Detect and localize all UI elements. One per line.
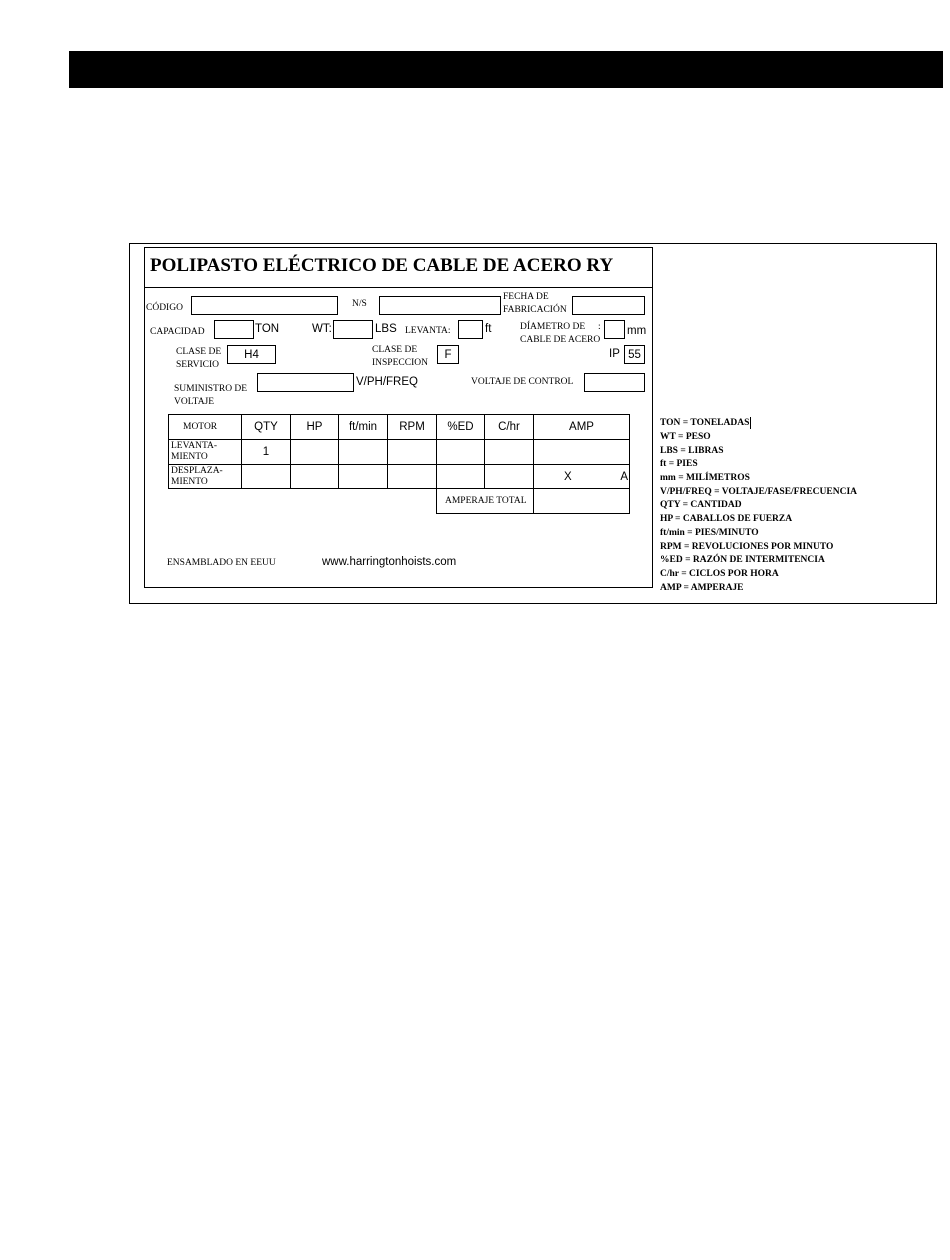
- legend-item: ft/min = PIES/MINUTO: [660, 527, 759, 538]
- codigo-field: [191, 296, 338, 315]
- levanta-field: [458, 320, 483, 339]
- header-bar: [69, 51, 943, 88]
- table-cell: [534, 440, 630, 465]
- diametro-label-2: CABLE DE ACERO: [520, 335, 601, 345]
- clase-servicio-field: H4: [227, 345, 276, 364]
- clase-servicio-label-2: SERVICIO: [176, 360, 220, 370]
- legend-item: mm = MILÍMETROS: [660, 473, 750, 483]
- legend-item: LBS = LIBRAS: [660, 445, 724, 456]
- table-header-row: [169, 415, 630, 440]
- row-desplazamiento-label: [169, 465, 242, 489]
- codigo-label: CÓDIGO: [146, 303, 183, 313]
- legend-item: V/PH/FREQ = VOLTAJE/FASE/FRECUENCIA: [660, 486, 858, 497]
- table-cell: [437, 440, 485, 465]
- motor-table: [168, 414, 630, 514]
- legend-item: TON = TONELADAS: [660, 418, 750, 429]
- ns-field: [379, 296, 501, 315]
- ft-unit: ft: [485, 323, 492, 335]
- header-motor: MOTOR: [169, 415, 242, 440]
- lbs-unit: LBS: [375, 323, 397, 335]
- table-cell: [291, 440, 339, 465]
- diametro-separator: :: [598, 322, 601, 332]
- table-total-row: [169, 489, 630, 514]
- table-cell: [339, 465, 388, 489]
- diametro-label-1: DÍAMETRO DE: [520, 322, 586, 332]
- header-qty: QTY: [242, 415, 291, 440]
- table-cell: [242, 465, 291, 489]
- abbreviation-legend: [660, 417, 857, 595]
- header-ed: %ED: [437, 415, 485, 440]
- row-levantamiento-label: [169, 440, 242, 465]
- capacidad-label: CAPACIDAD: [150, 327, 205, 337]
- legend-item: RPM = REVOLUCIONES POR MINUTO: [660, 541, 834, 552]
- row-desplazamiento-amp: [534, 465, 630, 489]
- table-row: [169, 465, 630, 489]
- table-cell: [485, 465, 534, 489]
- legend-item: C/hr = CICLOS POR HORA: [660, 568, 779, 579]
- ensamblado-text: ENSAMBLADO EN EEUU: [167, 558, 276, 568]
- mm-unit: mm: [627, 325, 647, 337]
- wt-label: WT:: [312, 323, 332, 335]
- row-desplazamiento-label-2: MIENTO: [171, 476, 208, 487]
- table-cell: [339, 440, 388, 465]
- clase-inspeccion-label-1: CLASE DE: [372, 345, 418, 355]
- table-cell: [485, 440, 534, 465]
- wt-field: [333, 320, 373, 339]
- voltaje-control-label: VOLTAJE DE CONTROL: [471, 377, 574, 387]
- legend-item: HP = CABALLOS DE FUERZA: [660, 514, 793, 525]
- row-levantamiento-label-2: MIENTO: [171, 452, 208, 462]
- fecha-field: [572, 296, 645, 315]
- clase-servicio-label-1: CLASE DE: [176, 347, 222, 357]
- legend-item: QTY = CANTIDAD: [660, 500, 742, 511]
- capacidad-field: [214, 320, 254, 339]
- amp-a: A: [620, 470, 628, 483]
- amperaje-total-label: AMPERAJE TOTAL: [437, 489, 534, 514]
- header-amp: AMP: [534, 415, 630, 440]
- clase-inspeccion-label-2: INSPECCION: [372, 358, 428, 368]
- suministro-label-2: VOLTAJE: [174, 397, 215, 407]
- fecha-label-2: FABRICACIÓN: [503, 305, 567, 315]
- website-text: www.harringtonhoists.com: [322, 556, 457, 568]
- ns-label: N/S: [352, 299, 367, 309]
- vphfreq-unit: V/PH/FREQ: [356, 376, 418, 388]
- levanta-label: LEVANTA:: [405, 326, 451, 336]
- header-hp: HP: [291, 415, 339, 440]
- suministro-field: [257, 373, 354, 392]
- ip-field: 55: [624, 345, 645, 364]
- row-levantamiento-qty: 1: [242, 440, 291, 465]
- voltaje-control-field: [584, 373, 645, 392]
- ton-unit: TON: [255, 323, 280, 335]
- table-cell: [388, 440, 437, 465]
- fecha-label-1: FECHA DE: [503, 292, 549, 302]
- suministro-label-1: SUMINISTRO DE: [174, 384, 248, 394]
- ip-label: IP: [609, 348, 620, 360]
- table-cell: [291, 465, 339, 489]
- diametro-field: [604, 320, 625, 339]
- header-rpm: RPM: [388, 415, 437, 440]
- amp-x: X: [564, 470, 572, 483]
- legend-item: AMP = AMPERAJE: [660, 582, 744, 593]
- text-cursor: [750, 417, 751, 429]
- header-chr: C/hr: [485, 415, 534, 440]
- title-divider: [144, 287, 653, 288]
- table-cell: [388, 465, 437, 489]
- table-row: [169, 440, 630, 465]
- legend-item: WT = PESO: [660, 431, 711, 442]
- clase-inspeccion-field: F: [437, 345, 459, 364]
- header-ftmin: ft/min: [339, 415, 388, 440]
- legend-item: ft = PIES: [660, 459, 698, 470]
- nameplate-title: POLIPASTO ELÉCTRICO DE CABLE DE ACERO RY: [150, 255, 614, 276]
- legend-item: %ED = RAZÓN DE INTERMITENCIA: [660, 555, 825, 566]
- row-desplazamiento-label-1: DESPLAZA-: [171, 465, 223, 476]
- table-cell: [437, 465, 485, 489]
- amperaje-total-field: [534, 489, 630, 514]
- row-levantamiento-label-1: LEVANTA-: [171, 441, 218, 451]
